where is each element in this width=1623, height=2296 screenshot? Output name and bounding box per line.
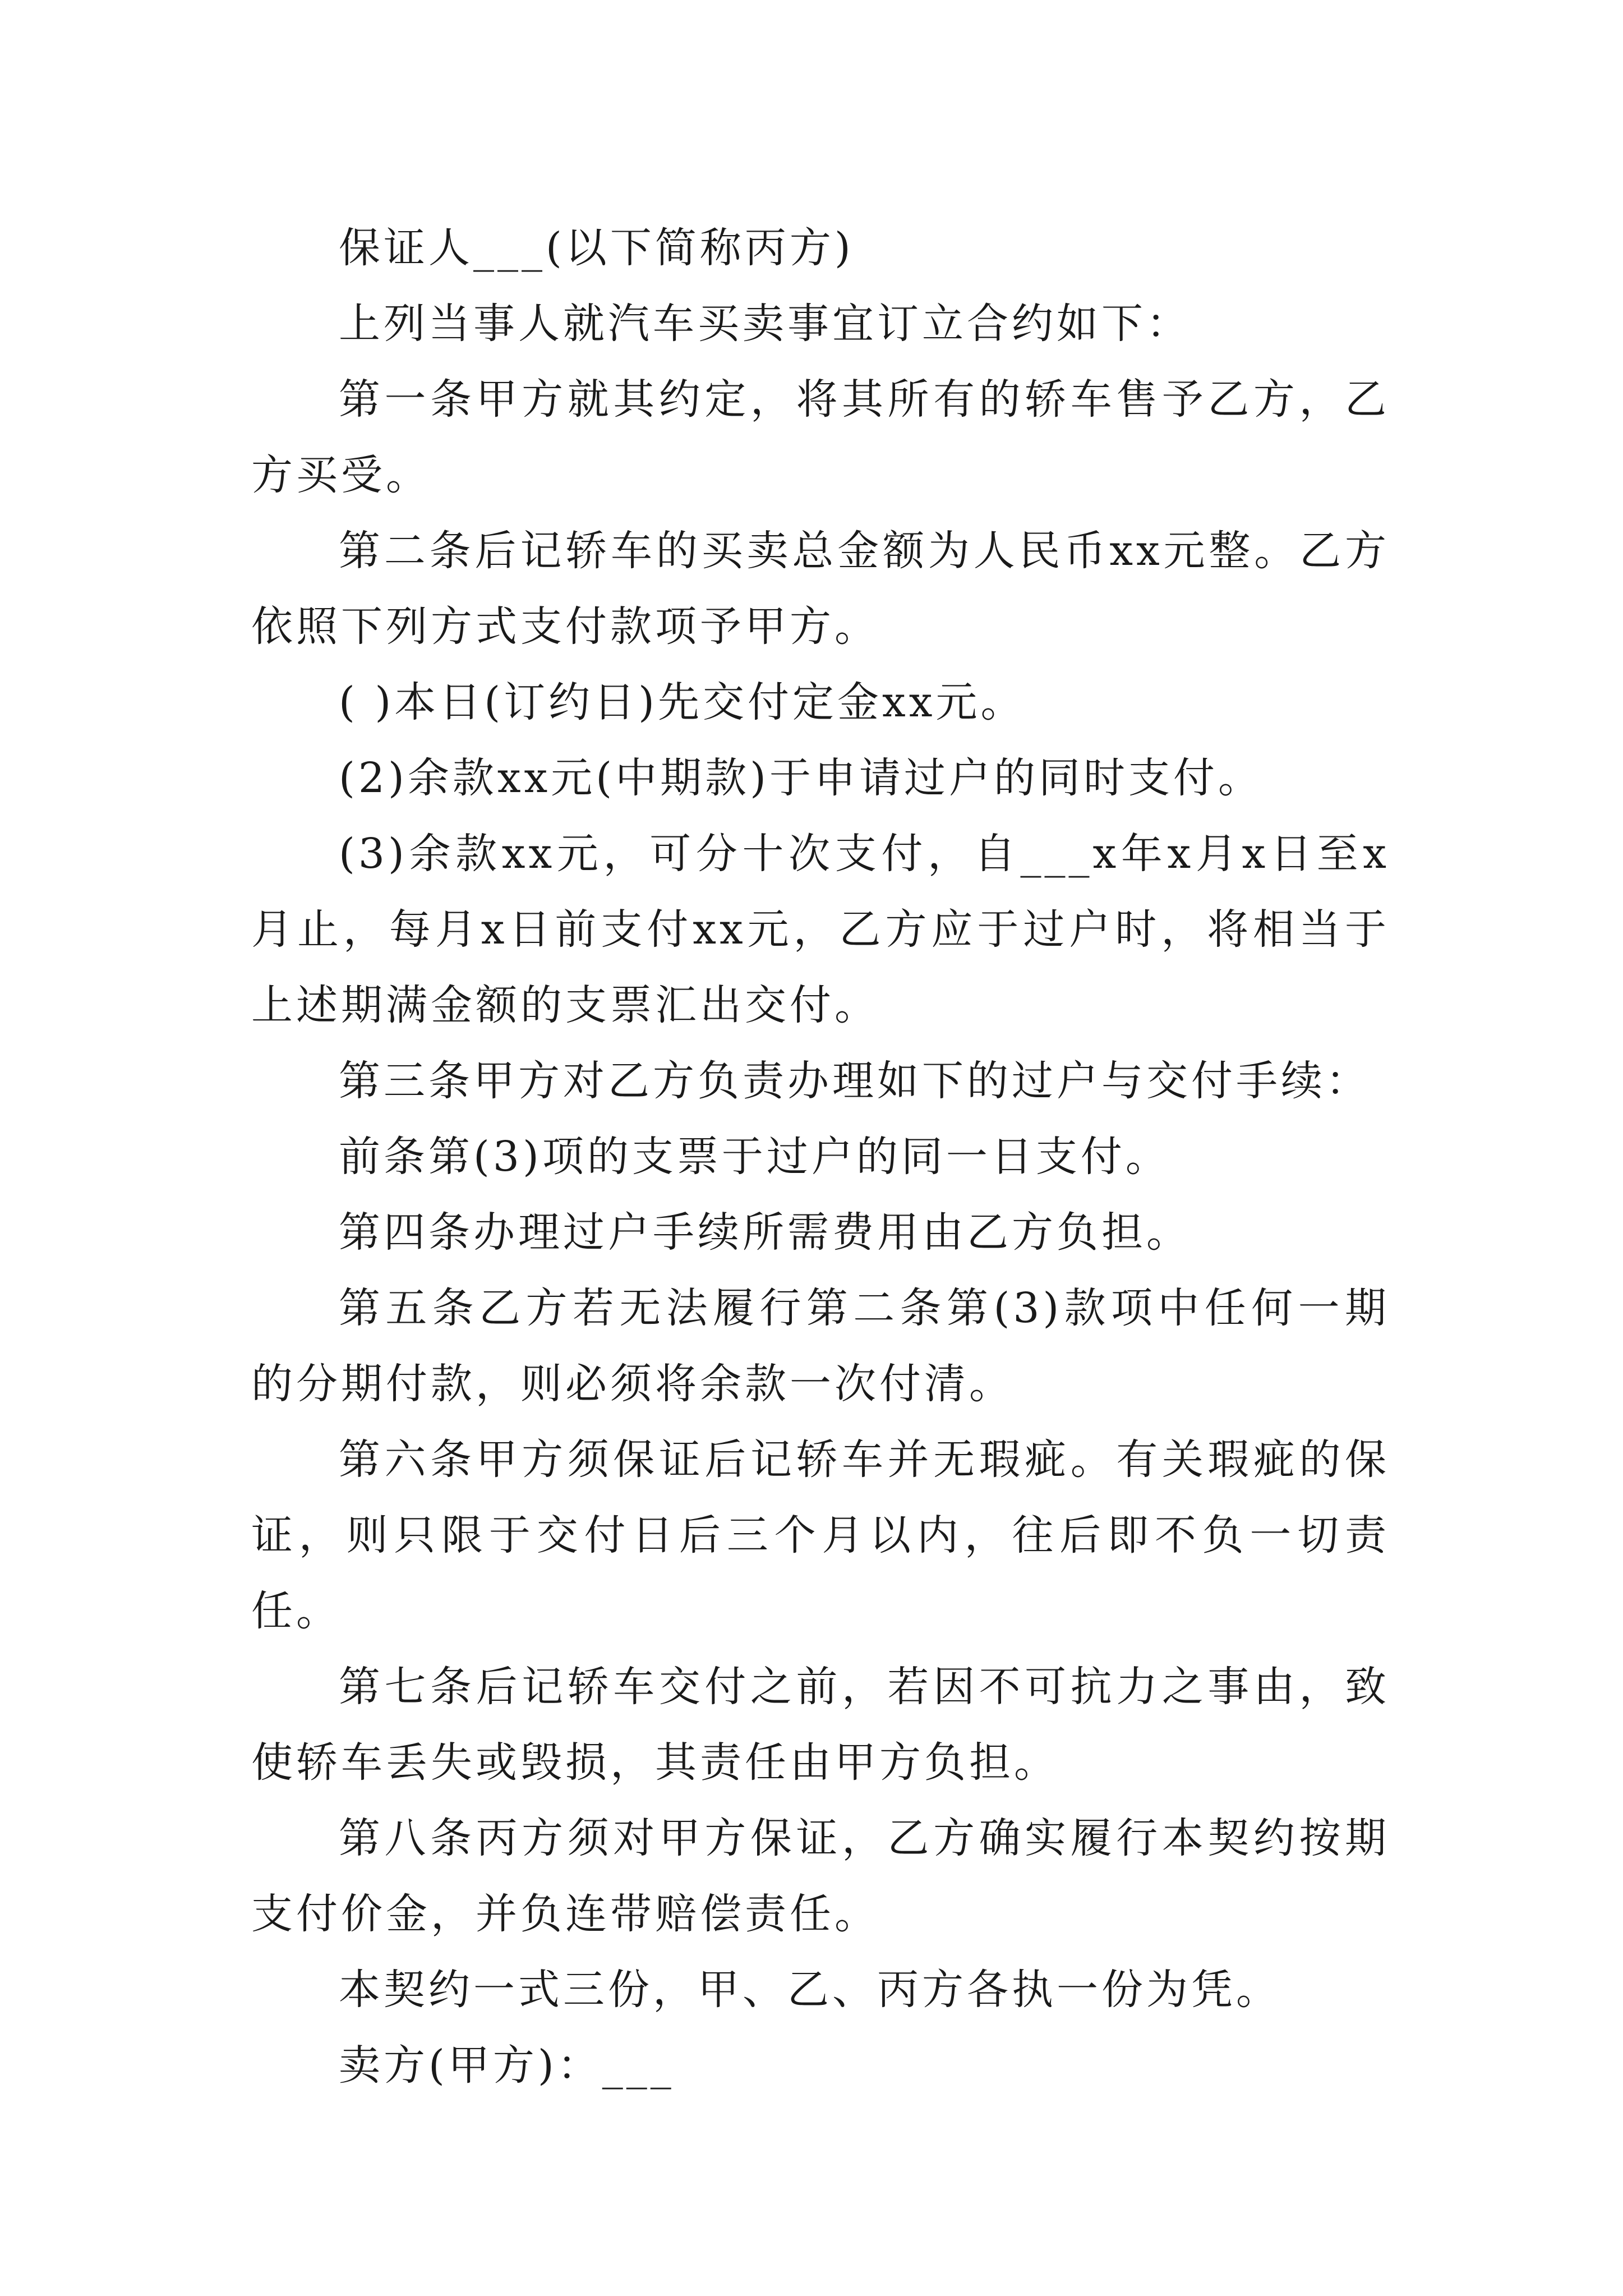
article-1: 第一条甲方就其约定，将其所有的轿车售予乙方，乙方买受。 xyxy=(251,375,1390,499)
seller-signature-line: 卖方(甲方)：___ xyxy=(339,2041,675,2090)
article-4: 第四条办理过户手续所需费用由乙方负担。 xyxy=(339,1208,1191,1257)
contract-body xyxy=(251,210,1390,2104)
article-3-detail: 前条第(3)项的支票于过户的同一日支付。 xyxy=(339,1133,1170,1181)
contract-preamble: 上列当事人就汽车买卖事宜订立合约如下： xyxy=(339,300,1191,348)
article-5: 第五条乙方若无法履行第二条第(3)款项中任何一期的分期付款，则必须将余款一次付清。 xyxy=(251,1284,1390,1408)
article-3: 第三条甲方对乙方负责办理如下的过户与交付手续： xyxy=(339,1057,1371,1105)
article-7: 第七条后记轿车交付之前，若因不可抗力之事由，致使轿车丢失或毁损，其责任由甲方负担。 xyxy=(251,1663,1390,1787)
payment-item-2: (2)余款xx元(中期款)于申请过户的同时支付。 xyxy=(339,754,1264,802)
article-8: 第八条丙方须对甲方保证，乙方确实履行本契约按期支付价金，并负连带赔偿责任。 xyxy=(251,1814,1390,1938)
article-2: 第二条后记轿车的买卖总金额为人民币xx元整。乙方依照下列方式支付款项予甲方。 xyxy=(251,527,1390,651)
payment-item-3: (3)余款xx元，可分十次支付，自___x年x月x日至x月止，每月x日前支付xx元，乙方应于过户时，将相当于上述期满金额的支票汇出交付。 xyxy=(251,830,1390,1029)
guarantor-line: 保证人___(以下简称丙方) xyxy=(339,224,854,272)
payment-item-1: ( )本日(订约日)先交付定金xx元。 xyxy=(339,678,1026,726)
article-6: 第六条甲方须保证后记轿车并无瑕疵。有关瑕疵的保证，则只限于交付日后三个月以内，往后即不负一切责任。 xyxy=(251,1435,1390,1635)
copies-clause: 本契约一式三份，甲、乙、丙方各执一份为凭。 xyxy=(339,1966,1281,2014)
